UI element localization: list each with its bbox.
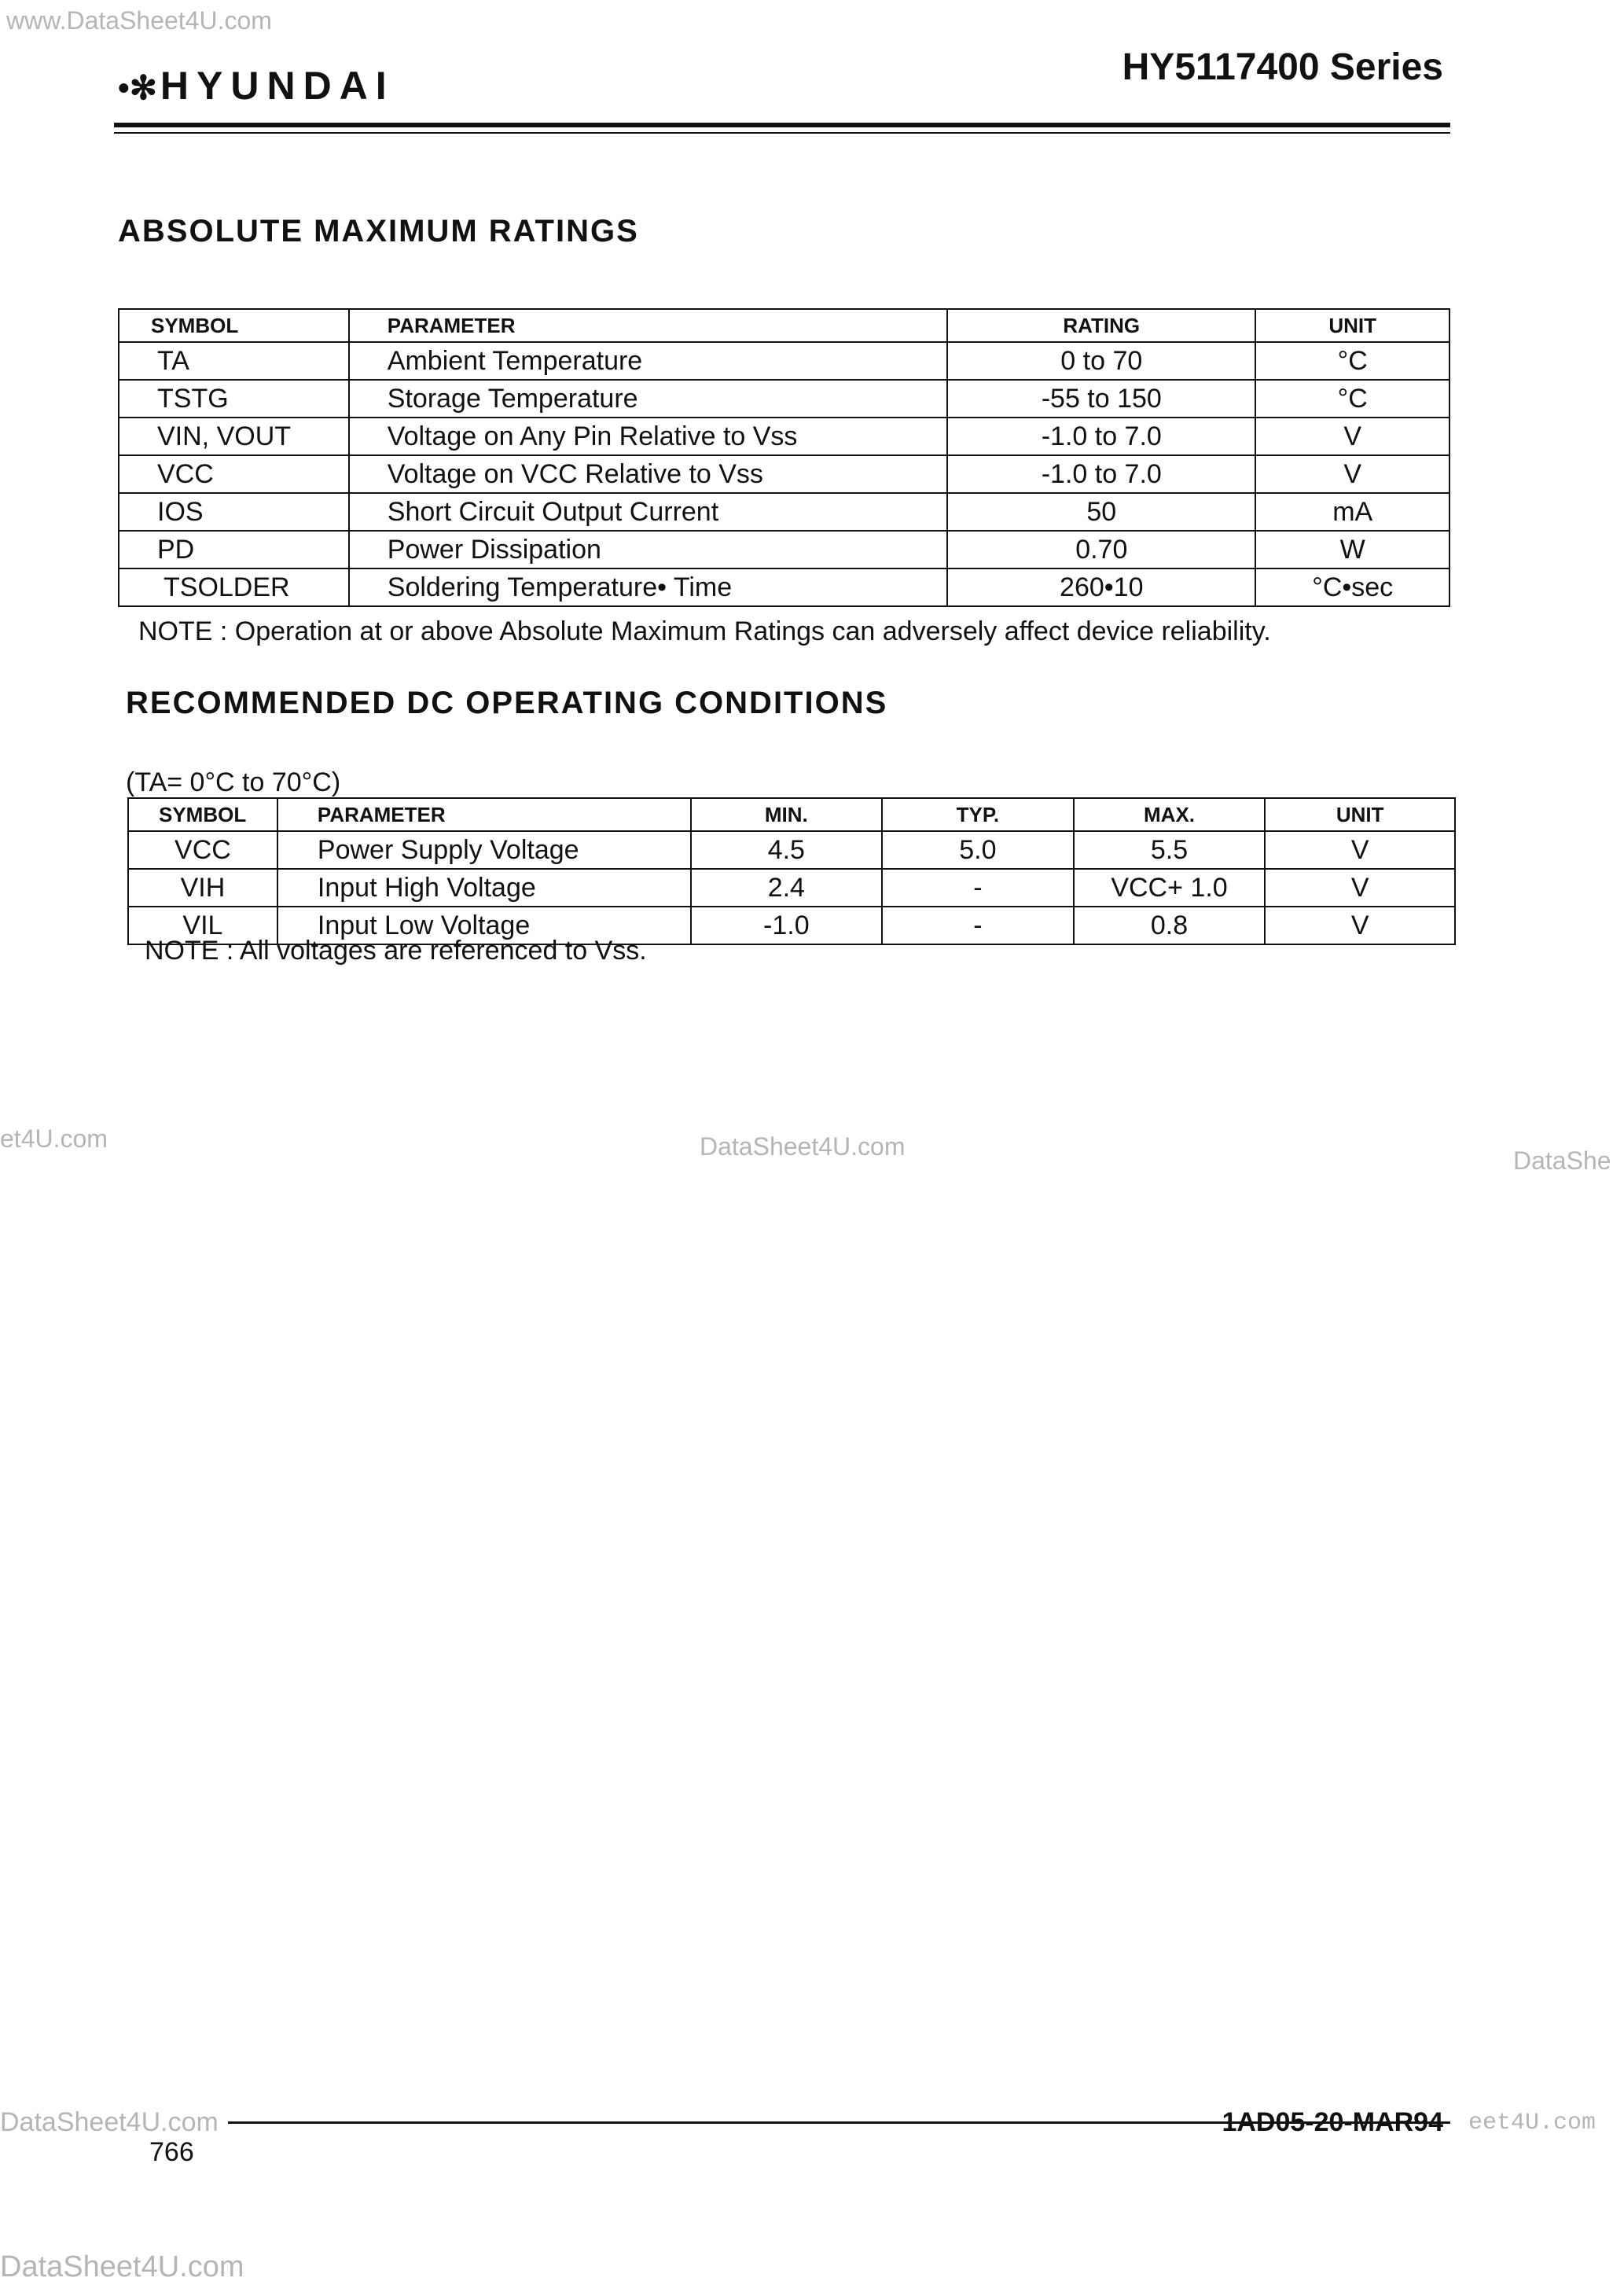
table-row [119,455,1449,493]
typ-cell: - [882,869,1074,907]
column-header: PARAMETER [349,309,947,342]
max-cell: 0.8 [1074,907,1266,944]
table-row [119,418,1449,455]
table-row [128,831,1455,869]
column-header: SYMBOL [128,798,277,831]
document-code: 1AD05-20-MAR94 [1222,2107,1443,2137]
max-cell: 5.5 [1074,831,1266,869]
symbol-cell: TSOLDER [119,568,349,606]
column-header: PARAMETER [277,798,691,831]
watermark-bottom-left: DataSheet4U.com [0,2107,219,2137]
typ-cell: - [882,907,1074,944]
min-cell: 4.5 [691,831,883,869]
unit-cell: V [1255,418,1449,455]
unit-cell: W [1255,531,1449,568]
typ-cell: 5.0 [882,831,1074,869]
column-header: MIN. [691,798,883,831]
column-header: RATING [947,309,1255,342]
column-header: UNIT [1255,309,1449,342]
rating-cell: 0.70 [947,531,1255,568]
page-number: 766 [149,2137,194,2167]
parameter-cell: Input Low Voltage [277,907,691,944]
symbol-cell: VIH [128,869,277,907]
watermark-bottom-right: eet4U.com [1468,2110,1596,2136]
unit-cell: °C•sec [1255,568,1449,606]
unit-cell: V [1265,831,1455,869]
table-row [128,869,1455,907]
header-rule-thick [114,123,1450,127]
column-header: MAX. [1074,798,1266,831]
section-title-dc-operating: RECOMMENDED DC OPERATING CONDITIONS [126,686,888,720]
column-header: UNIT [1265,798,1455,831]
table-row [119,493,1449,531]
rating-cell: -1.0 to 7.0 [947,418,1255,455]
parameter-cell: Ambient Temperature [349,342,947,380]
column-header: SYMBOL [119,309,349,342]
logo-text: HYUNDAI [160,64,395,108]
symbol-cell: VCC [128,831,277,869]
symbol-cell: VIL [128,907,277,944]
section-title-absolute-max: ABSOLUTE MAXIMUM RATINGS [118,214,639,248]
watermark-bottom-corner: DataSheet4U.com [0,2250,244,2283]
symbol-cell: PD [119,531,349,568]
hyundai-logo-icon: •✻ [118,69,157,106]
watermark-mid-center: DataSheet4U.com [700,1132,906,1161]
dc-operating-conditions-table [127,797,1456,945]
header-rule-thin [114,132,1450,134]
table-row [119,531,1449,568]
unit-cell: V [1265,869,1455,907]
rating-cell: -55 to 150 [947,380,1255,418]
symbol-cell: IOS [119,493,349,531]
rating-cell: 260•10 [947,568,1255,606]
absolute-max-note: NOTE : Operation at or above Absolute Maximum Ratings can adversely affect device reliability. [138,616,1271,646]
table-header-row [128,798,1455,831]
table-header-row [119,309,1449,342]
dc-operating-note: NOTE : All voltages are referenced to Vss. [145,936,647,966]
company-logo [118,63,395,109]
rating-cell: -1.0 to 7.0 [947,455,1255,493]
parameter-cell: Soldering Temperature• Time [349,568,947,606]
column-header: TYP. [882,798,1074,831]
parameter-cell: Power Supply Voltage [277,831,691,869]
unit-cell: °C [1255,380,1449,418]
absolute-max-ratings-table [118,308,1450,607]
symbol-cell: VCC [119,455,349,493]
symbol-cell: TSTG [119,380,349,418]
series-title: HY5117400 Series [1122,46,1443,88]
table-row [119,568,1449,606]
parameter-cell: Input High Voltage [277,869,691,907]
watermark-top-left: www.DataSheet4U.com [6,6,272,35]
parameter-cell: Power Dissipation [349,531,947,568]
parameter-cell: Voltage on Any Pin Relative to Vss [349,418,947,455]
parameter-cell: Voltage on VCC Relative to Vss [349,455,947,493]
temperature-condition: (TA= 0°C to 70°C) [126,767,341,797]
symbol-cell: VIN, VOUT [119,418,349,455]
unit-cell: °C [1255,342,1449,380]
symbol-cell: TA [119,342,349,380]
unit-cell: V [1255,455,1449,493]
table-row [119,380,1449,418]
parameter-cell: Short Circuit Output Current [349,493,947,531]
min-cell: 2.4 [691,869,883,907]
rating-cell: 0 to 70 [947,342,1255,380]
watermark-mid-left: et4U.com [0,1124,108,1153]
unit-cell: mA [1255,493,1449,531]
table-row [119,342,1449,380]
parameter-cell: Storage Temperature [349,380,947,418]
unit-cell: V [1265,907,1455,944]
min-cell: -1.0 [691,907,883,944]
rating-cell: 50 [947,493,1255,531]
max-cell: VCC+ 1.0 [1074,869,1266,907]
watermark-mid-right: DataShe [1513,1146,1611,1175]
